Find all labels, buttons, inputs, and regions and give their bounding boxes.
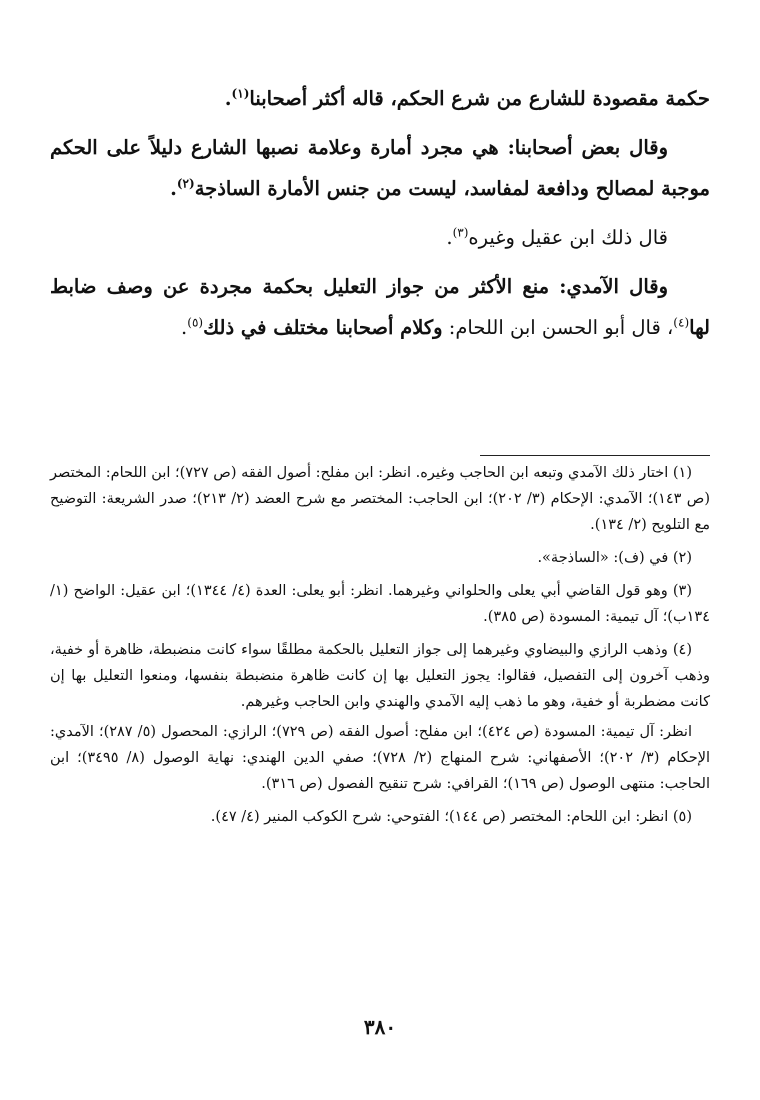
paragraph-1-text: حكمة مقصودة للشارع من شرع الحكم، قاله أكثر أصحابنا bbox=[249, 87, 710, 110]
footnote-ref-5: (٥) bbox=[187, 315, 204, 330]
footnote-1: (١) اختار ذلك الآمدي وتبعه ابن الحاجب وغيره. انظر: ابن مفلح: أصول الفقه (ص ٧٢٧)؛ ابن اللحام: المختصر (ص ١٤٣)؛ الآمدي: الإحكام (٣/ ٢٠٢)؛ ابن الحاجب: المختصر مع شرح العضد (٢/ ٢١٣)؛ صدر الشريعة: التوضيح مع التلويح (٢/ ١٣٤). bbox=[50, 465, 710, 533]
footnote-ref-4: (٤) bbox=[673, 315, 690, 330]
footnote-ref-3: (٣) bbox=[452, 225, 469, 240]
footnote-ref-1: (١) bbox=[231, 86, 250, 101]
paragraph-1 bbox=[50, 78, 710, 119]
paragraph-4-lead: وقال الآمدي: منع الأكثر من جواز التعليل بحكمة مجردة عن وصف ضابط لها bbox=[50, 275, 710, 339]
footnotes bbox=[50, 460, 710, 837]
footnote-4: (٤) وذهب الرازي والبيضاوي وغيرهما إلى جواز التعليل بالحكمة مطلقًا سواء كانت منضبطة، ظاهرة أو خفية، وذهب آخرون إلى التفصيل، فقالوا: يجوز التعليل بها إن كانت ظاهرة منضبطة بنفسها، ومنعوا التعليل بها إن كانت مضطربة أو خفية، وهو ما ذهب إليه الآمدي والهندي وابن الحاجب وغيرهم. bbox=[50, 642, 710, 710]
paragraph-4-middle: ، قال أبو الحسن ابن اللحام: bbox=[442, 316, 674, 339]
paragraph-2 bbox=[50, 127, 710, 209]
page-number: ٣٨٠ bbox=[363, 1015, 397, 1039]
footnote-ref-2: (٢) bbox=[176, 176, 195, 191]
paragraph-2-end: . bbox=[170, 177, 177, 200]
paragraph-1-end: . bbox=[224, 87, 232, 110]
footnote-separator bbox=[480, 455, 710, 456]
footnote-5: (٥) انظر: ابن اللحام: المختصر (ص ١٤٤)؛ الفتوحي: شرح الكوكب المنير (٤/ ٤٧). bbox=[210, 809, 692, 825]
footnote-4-references: انظر: آل تيمية: المسودة (ص ٤٢٤)؛ ابن مفلح: أصول الفقه (ص ٧٢٩)؛ الرازي: المحصول (٥/ ٢٨٧)؛ الآمدي: الإحكام (٣/ ٢٠٢)؛ الأصفهاني: شرح المنهاج (٢/ ٧٢٨)؛ صفي الدين الهندي: نهاية الوصول (٨/ ٣٤٩٥)؛ ابن الحاجب: منتهى الوصول (ص ١٦٩)؛ القرافي: شرح تنقيح الفصول (ص ٣١٦). bbox=[50, 724, 710, 792]
paragraph-2-text: وقال بعض أصحابنا: هي مجرد أمارة وعلامة نصبها الشارع دليلاً على الحكم موجبة لمصالح ودافعة لمفاسد، ليست من جنس الأمارة الساذجة bbox=[50, 136, 710, 200]
paragraph-4-bold: وكلام أصحابنا مختلف في ذلك bbox=[203, 316, 443, 339]
footnote-3: (٣) وهو قول القاضي أبي يعلى والحلواني وغيرهما. انظر: أبو يعلى: العدة (٤/ ١٣٤٤)؛ ابن عقيل: الواضح (١/ ١٣٤ب)؛ آل تيمية: المسودة (ص ٣٨٥). bbox=[50, 583, 710, 625]
paragraph-4 bbox=[50, 266, 710, 348]
paragraph-3-end: . bbox=[446, 226, 453, 249]
paragraph-4-end: . bbox=[181, 316, 188, 339]
footnote-2: (٢) في (ف): «الساذجة». bbox=[537, 550, 692, 566]
paragraph-3-text: قال ذلك ابن عقيل وغيره bbox=[468, 226, 668, 249]
main-text bbox=[50, 78, 710, 348]
paragraph-3 bbox=[50, 217, 710, 258]
